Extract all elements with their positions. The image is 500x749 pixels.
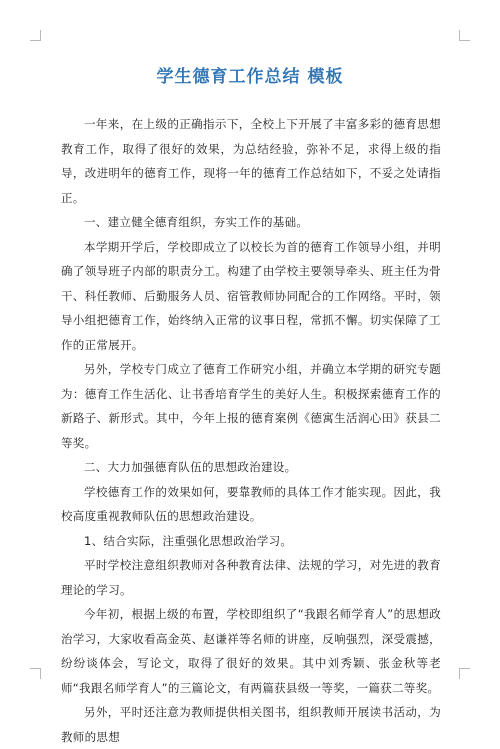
crop-mark-top-left: [30, 30, 41, 41]
section-heading-1: 一、建立健全德育组织，夯实工作的基础。: [84, 215, 309, 229]
paragraph: 另外，学校专门成立了德育工作研究小组，并确立本学期的研究专题为：德育工作生活化、让书香培育学生的美好人生。积极探索德育工作的新路子、新形式。其中，今年上报的德育案例《德寓生活润心田》获县二等奖。: [61, 362, 441, 450]
paragraph: 学校德育工作的效果如何，要靠教师的具体工作才能实现。因此，我校高度重视教师队伍的思想政治建设。: [61, 484, 441, 523]
paragraph-intro: 一年来，在上级的正确指示下，全校上下开展了丰富多彩的德育思想教育工作，取得了很好的效果，为总结经验，弥补不足，求得上级的指导，改进明年的德育工作，现将一年的德育工作总结如下，不妥之处请指正。: [61, 117, 441, 205]
paragraph: 另外，平时还注意为教师提供相关图书，组织教师开展读书活动，为教师的思想: [61, 705, 441, 744]
document-title: 学生德育工作总结 模板: [156, 67, 344, 87]
crop-mark-bottom-left: [30, 668, 41, 679]
crop-mark-top-right: [459, 30, 470, 41]
subsection-heading-1: 1、结合实际，注重强化思想政治学习。: [84, 533, 293, 548]
crop-mark-bottom-right: [459, 668, 470, 679]
section-heading-2: 二、大力加强德育队伍的思想政治建设。: [84, 460, 297, 474]
paragraph: 今年初，根据上级的布置，学校即组织了“我跟名师学育人”的思想政治学习，大家收看高金英、赵谦祥等名师的讲座，反响强烈，深受震撼，纷纷谈体会，写论文，取得了很好的效果。其中刘秀颖、张金秋等老师“我跟名师学育人”的三篇论文，有两篇获县级一等奖，一篇获二等奖。: [61, 607, 441, 695]
paragraph: 平时学校注意组织教师对各种教育法律、法规的学习，对先进的教育理论的学习。: [61, 558, 441, 597]
paragraph: 本学期开学后，学校即成立了以校长为首的德育工作领导小组，并明确了领导班子内部的职责分工。构建了由学校主要领导牵头、班主任为骨干、科任教师、后勤服务人员、宿管教师协同配合的工作网络。平时，领导小组把德育工作，始终纳入正常的议事日程，常抓不懈。切实保障了工作的正常展开。: [61, 239, 441, 352]
document-body: [61, 112, 441, 749]
